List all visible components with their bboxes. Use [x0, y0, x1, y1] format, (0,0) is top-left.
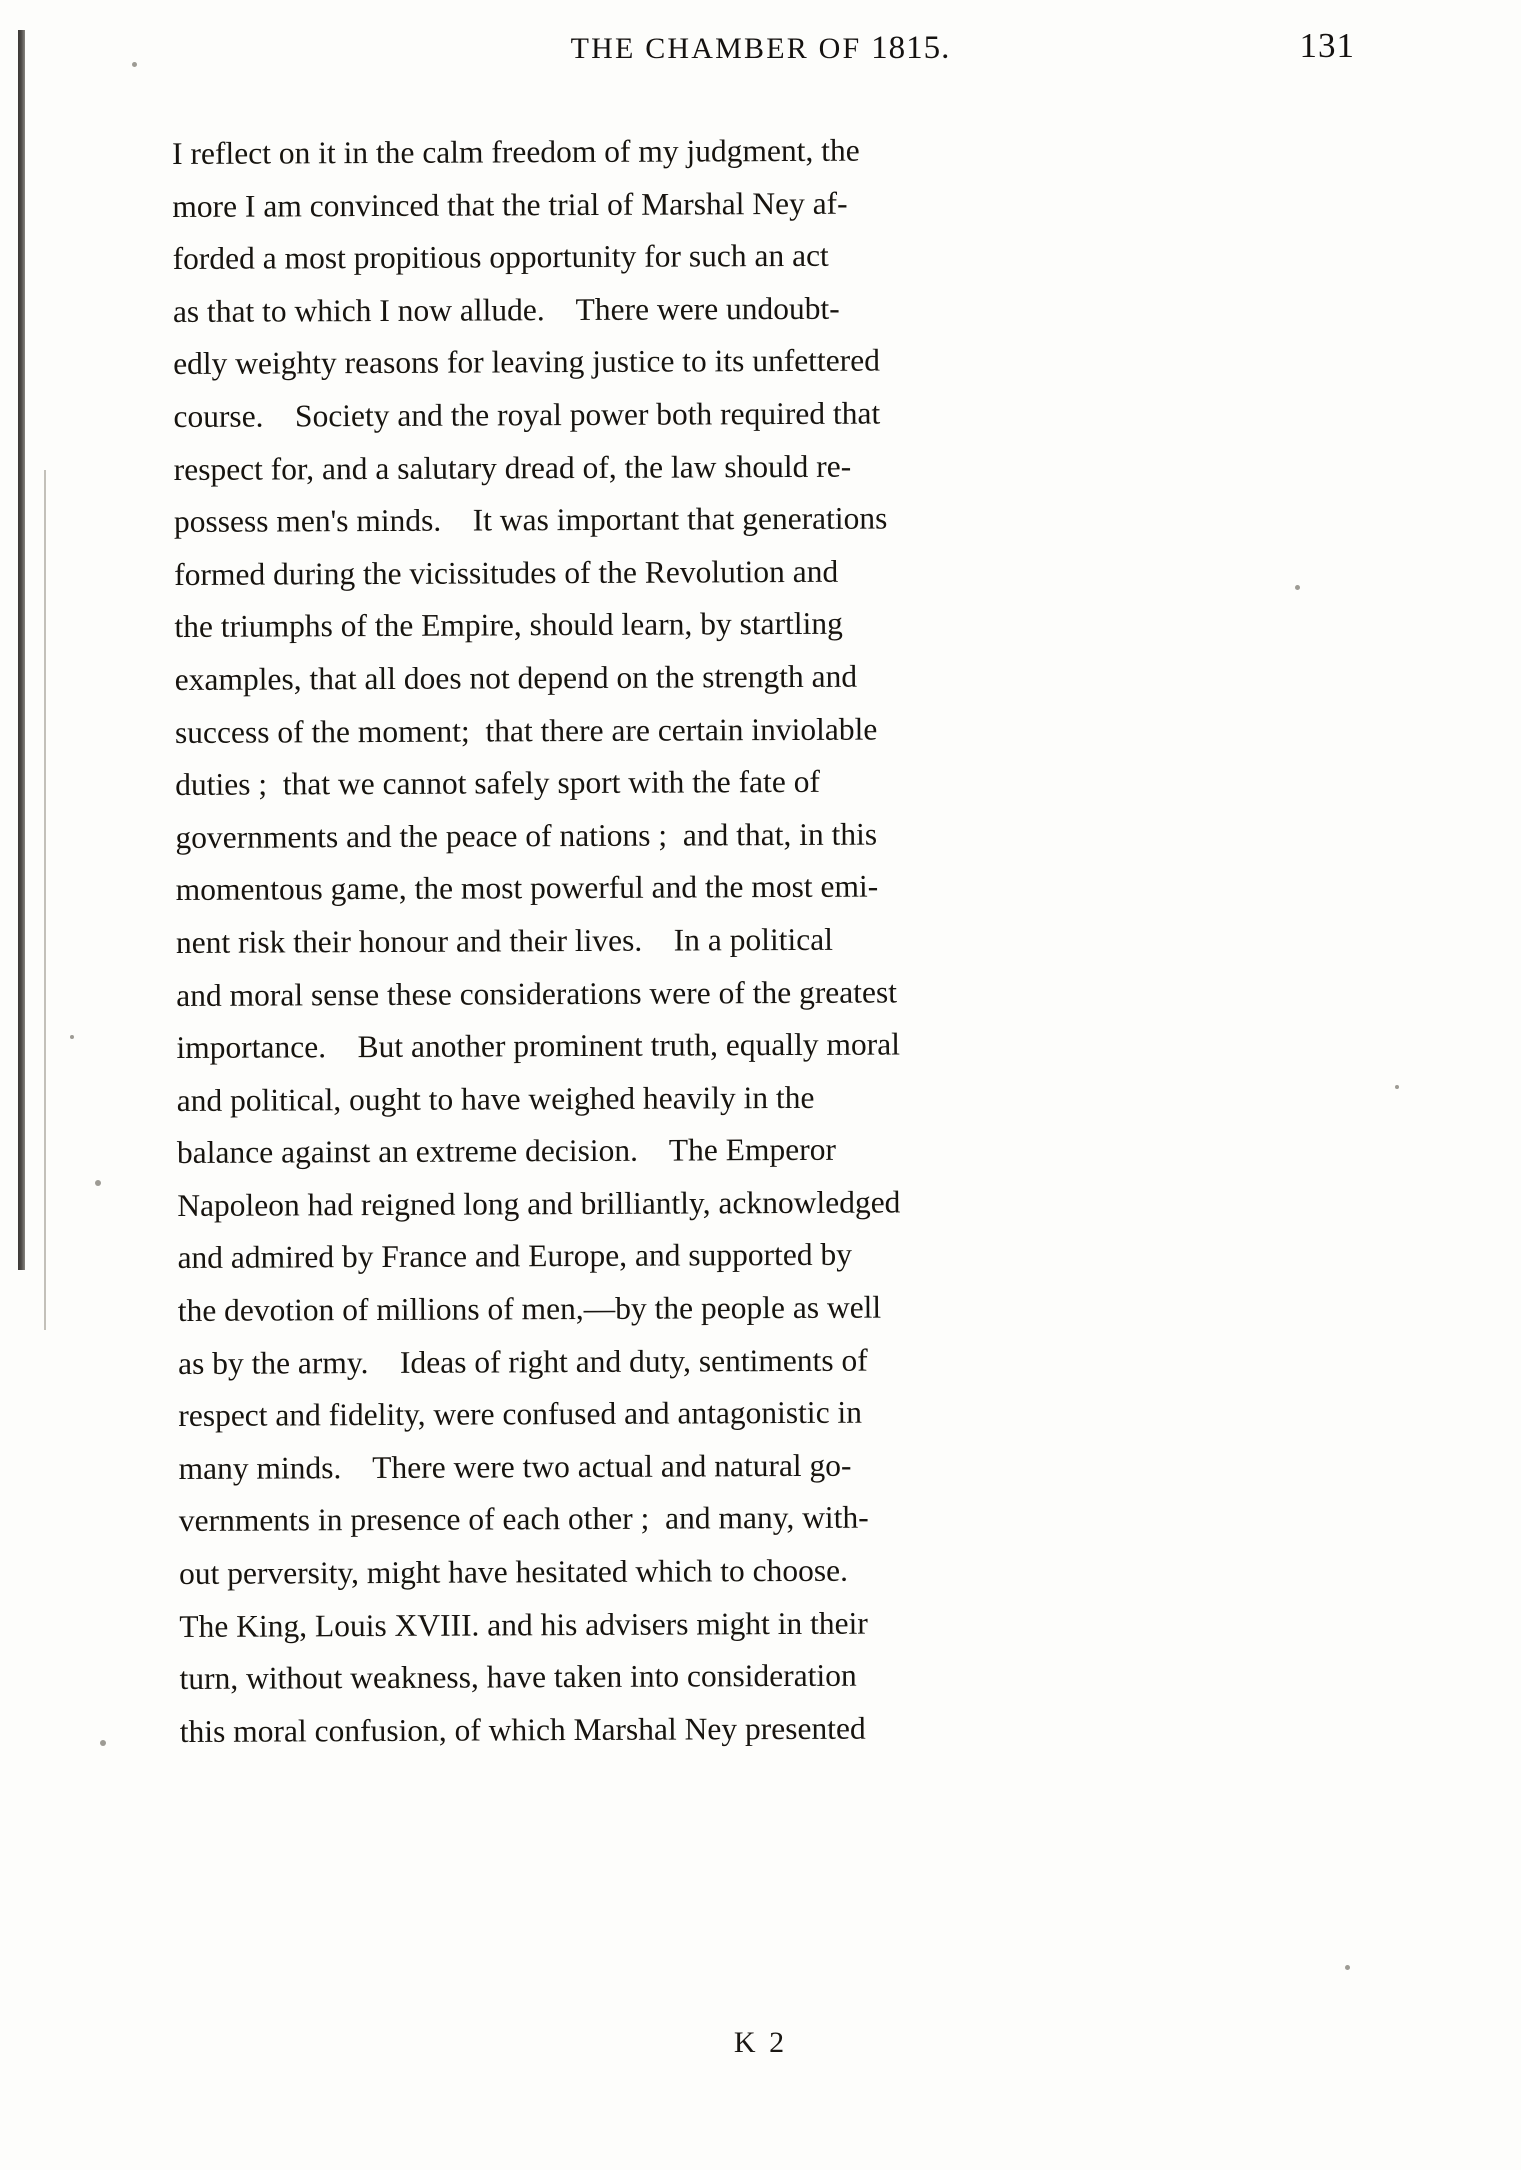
text-line-content: respect and fidelity, were confused and antagonistic in: [178, 1394, 863, 1434]
scan-speck: [1395, 1085, 1399, 1089]
text-line: [177, 1069, 1285, 1127]
text-line-content: more I am convinced that the trial of Marshal Ney af-: [172, 185, 848, 224]
text-line-content: success of the moment; that there are certain inviolable: [174, 711, 878, 750]
text-line: [173, 228, 1281, 286]
text-line-content: the triumphs of the Empire, should learn, by startling: [174, 606, 843, 645]
running-head: [0, 26, 1521, 78]
text-line: [179, 1543, 1287, 1601]
text-line-content: I reflect on it in the calm freedom of my judgment, the: [172, 132, 860, 171]
scan-speck: [132, 62, 137, 67]
text-line-content: importance. But another prominent truth, equally moral: [176, 1026, 901, 1066]
text-line: [178, 1385, 1286, 1443]
text-line-content: Napoleon had reigned long and brilliantly, acknowledged: [177, 1184, 901, 1223]
text-line-content: and moral sense these considerations were of the greatest: [176, 973, 898, 1013]
scan-speck: [95, 1180, 101, 1186]
text-line: [179, 1648, 1287, 1706]
text-line-content: and admired by France and Europe, and supported by: [177, 1237, 853, 1276]
text-line: [177, 1227, 1285, 1285]
signature-mark: K 2: [733, 2026, 788, 2059]
text-line-content: the devotion of millions of men,—by the people as well: [177, 1289, 882, 1329]
running-head-text: THE CHAMBER OF: [570, 32, 862, 65]
text-line: [178, 1437, 1286, 1495]
text-line: [173, 280, 1281, 338]
text-line: [177, 1174, 1285, 1232]
text-line: [180, 1700, 1288, 1758]
text-line-content: governments and the peace of nations ; and that, in this: [175, 816, 878, 855]
text-line-content: edly weighty reasons for leaving justice to its unfettered: [173, 342, 881, 382]
text-line: [175, 754, 1283, 812]
text-line: [174, 596, 1282, 654]
scan-speck: [1295, 585, 1300, 590]
text-line-content: momentous game, the most powerful and the most emi-: [175, 868, 879, 908]
text-line: [176, 911, 1284, 969]
running-head-year: 1815.: [871, 30, 951, 66]
text-line: [173, 386, 1281, 444]
text-line-content: forded a most propitious opportunity for such an act: [172, 237, 829, 277]
text-line-content: many minds. There were two actual and natural go-: [178, 1447, 852, 1486]
text-line-content: duties ; that we cannot safely sport with the fate of: [175, 763, 820, 803]
text-line: [178, 1332, 1286, 1390]
text-line: [175, 649, 1283, 707]
book-gutter-shadow: [18, 30, 25, 1270]
running-head-title: [571, 30, 951, 67]
text-line: [172, 175, 1280, 233]
text-line-content: nent risk their honour and their lives. In a political: [175, 921, 834, 960]
text-line: [173, 333, 1281, 391]
text-line: [177, 1122, 1285, 1180]
text-line-content: respect for, and a salutary dread of, the law should re-: [173, 448, 852, 487]
text-line-content: possess men's minds. It was important that generations: [173, 500, 888, 540]
text-line-content: and political, ought to have weighed heavily in the: [176, 1079, 815, 1118]
text-line-content: as by the army. Ideas of right and duty, sentiments of: [177, 1342, 868, 1381]
text-line-content: this moral confusion, of which Marshal Ney presented: [179, 1710, 866, 1749]
book-gutter-shadow-secondary: [44, 470, 46, 1330]
text-line: [178, 1280, 1286, 1338]
text-line: [179, 1595, 1287, 1653]
text-line-content: course. Society and the royal power both required that: [173, 395, 881, 434]
text-line: [175, 701, 1283, 759]
page-number: 131: [1299, 26, 1355, 65]
text-line: [174, 438, 1282, 496]
text-line-content: out perversity, might have hesitated which to choose.: [178, 1552, 849, 1592]
text-line-content: as that to which I now allude. There were undoubt-: [172, 290, 840, 329]
scan-speck: [100, 1740, 106, 1746]
text-line-content: vernments in presence of each other ; and many, with-: [178, 1500, 869, 1539]
text-line-content: turn, without weakness, have taken into consideration: [179, 1657, 857, 1697]
text-line: [176, 1017, 1284, 1075]
text-line: [176, 859, 1284, 917]
text-line-content: examples, that all does not depend on the strength and: [174, 658, 858, 697]
scan-speck: [70, 1035, 74, 1039]
scan-speck: [1345, 1965, 1350, 1970]
text-line: [176, 964, 1284, 1022]
text-line-content: The King, Louis XVIII. and his advisers might in their: [179, 1605, 868, 1644]
text-line: [172, 123, 1280, 181]
body-text: [172, 123, 1288, 1759]
text-line: [179, 1490, 1287, 1548]
text-line: [174, 491, 1282, 549]
text-line: [175, 806, 1283, 864]
text-line-content: balance against an extreme decision. The Emperor: [176, 1132, 836, 1171]
text-line-content: formed during the vicissitudes of the Revolution and: [174, 553, 839, 592]
text-line: [174, 543, 1282, 601]
